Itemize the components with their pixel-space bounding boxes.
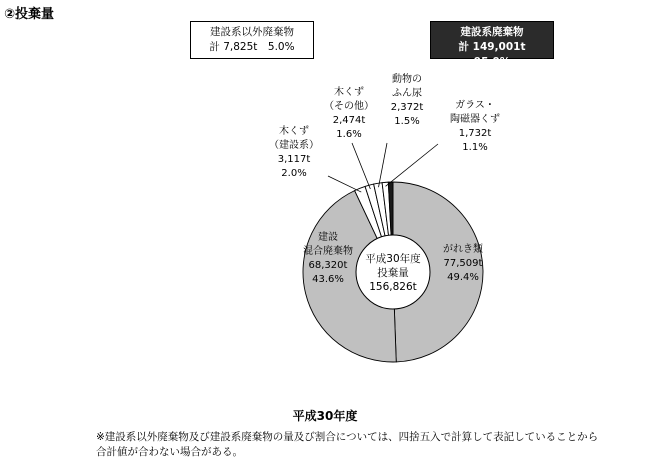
slice-label-manure-name1: 動物の	[392, 74, 422, 85]
slice-label-wood-other-percent: 1.6%	[336, 129, 362, 140]
section-heading: ②投棄量	[4, 7, 55, 22]
slice-label-mixed-name1: 建設	[318, 232, 338, 243]
slice-label-wood-construction-percent: 2.0%	[281, 168, 307, 179]
center-label-total: 156,826t	[369, 281, 417, 293]
leader-line-4	[379, 143, 387, 187]
non-construction-value: 計 7,825t 5.0%	[209, 41, 295, 53]
slice-label-mixed-value: 68,320t	[308, 260, 348, 271]
footnote-line1: ※建設系以外廃棄物及び建設系廃棄物の量及び割合については、四捨五入で計算して表記していることから	[96, 431, 599, 443]
slice-label-mixed-percent: 43.6%	[312, 274, 344, 285]
slice-label-mixed	[290, 231, 366, 287]
slice-label-wood-other	[316, 86, 382, 142]
slice-label-rubble-percent: 49.4%	[447, 272, 479, 283]
slice-label-glass-name2: 陶磁器くず	[450, 114, 500, 125]
non-construction-title: 建設系以外廃棄物	[210, 26, 294, 38]
slice-label-rubble-value: 77,509t	[443, 258, 483, 269]
footnote	[96, 430, 598, 460]
slice-label-rubble	[430, 243, 496, 285]
slice-label-glass-value: 1,732t	[458, 128, 492, 139]
slice-label-rubble-name: がれき類	[443, 244, 483, 255]
leader-line-5	[386, 144, 438, 186]
slice-label-manure-percent: 1.5%	[394, 116, 420, 127]
slice-label-wood-other-name2: （その他）	[324, 101, 374, 112]
center-label-title: 投棄量	[377, 267, 409, 279]
construction-title: 建設系廃棄物	[460, 26, 524, 38]
center-label-year: 平成30年度	[365, 253, 421, 265]
slice-label-glass-percent: 1.1%	[462, 142, 488, 153]
leader-line-3	[352, 143, 370, 189]
footnote-line2: 合計値が合わない場合がある。	[96, 446, 243, 458]
chart-caption: 平成30年度	[292, 409, 358, 423]
slice-label-glass-name1: ガラス・	[455, 100, 495, 111]
slice-label-manure-value: 2,372t	[390, 102, 424, 113]
slice-label-mixed-name2: 混合廃棄物	[303, 246, 353, 257]
slice-label-manure	[378, 73, 436, 129]
slice-label-manure-name2: ふん尿	[392, 88, 422, 99]
leader-line-2	[328, 176, 361, 192]
slice-label-wood-other-value: 2,474t	[332, 115, 366, 126]
construction-value: 計 149,001t 95.0%	[458, 41, 536, 68]
slice-label-wood-construction-value: 3,117t	[277, 154, 311, 165]
slice-label-wood-other-name1: 木くず	[334, 87, 364, 98]
slice-label-wood-construction-name2: （建設系）	[269, 140, 319, 151]
slice-label-glass	[438, 99, 512, 155]
slice-label-wood-construction-name1: 木くず	[279, 126, 309, 137]
